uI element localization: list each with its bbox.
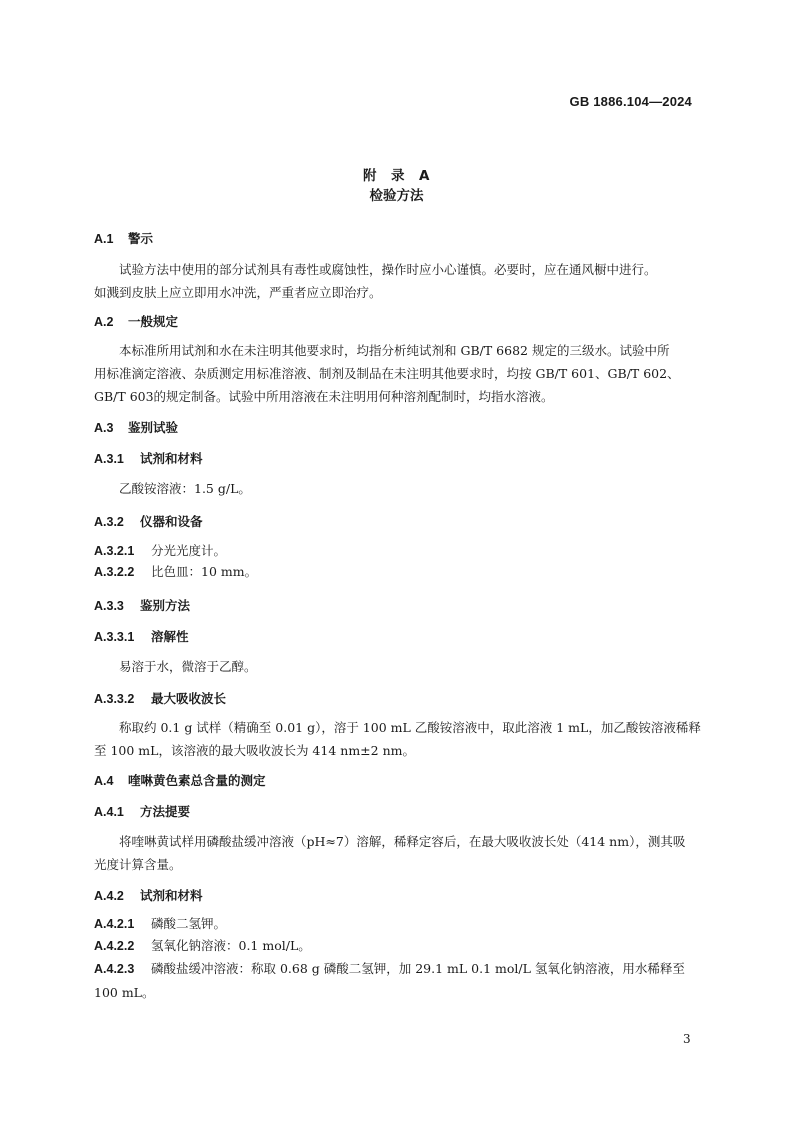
list-item-a422 <box>94 936 311 954</box>
item-number: A.3.2.2 <box>94 565 135 579</box>
section-title: 方法提要 <box>140 804 191 819</box>
section-number: A.4.2 <box>94 889 124 903</box>
section-heading-a331 <box>94 627 189 645</box>
section-number: A.4 <box>94 774 114 788</box>
section-heading-a4 <box>94 771 266 789</box>
item-number: A.4.2.2 <box>94 939 135 953</box>
text-line: 用标准滴定溶液、杂质测定用标准溶液、制剂及制品在未注明其他要求时，均按 GB/T 601、GB/T 602、 <box>94 366 680 381</box>
list-item-a321 <box>94 541 226 559</box>
section-title: 仪器和设备 <box>140 514 203 529</box>
list-item-a421 <box>94 914 226 932</box>
section-title: 喹啉黄色素总含量的测定 <box>128 773 266 788</box>
section-heading-a41 <box>94 802 190 820</box>
section-heading-a3 <box>94 418 178 436</box>
text-line: 试验方法中使用的部分试剂具有毒性或腐蚀性，操作时应小心谨慎。必要时，应在通风橱中进行。 <box>119 262 657 277</box>
section-title: 试剂和材料 <box>140 888 203 903</box>
item-text: 比色皿：10 mm。 <box>151 564 258 579</box>
item-text: 氢氧化钠溶液：0.1 mol/L。 <box>151 938 311 953</box>
paragraph-a31 <box>94 477 710 500</box>
section-number: A.3.1 <box>94 452 124 466</box>
list-item-a322 <box>94 562 257 580</box>
section-number: A.1 <box>94 232 114 246</box>
section-heading-a42 <box>94 886 203 904</box>
section-heading-a33 <box>94 596 190 614</box>
text-line: 至 100 mL，该溶液的最大吸收波长为 414 nm±2 nm。 <box>94 743 415 758</box>
section-title: 警示 <box>128 231 154 246</box>
text-line: 乙酸铵溶液：1.5 g/L。 <box>119 481 251 496</box>
paragraph-a2 <box>94 339 710 408</box>
paragraph-a332 <box>94 716 710 762</box>
section-title: 最大吸收波长 <box>151 691 227 706</box>
text-line: GB/T 603的规定制备。试验中所用溶液在未注明用何种溶剂配制时，均指水溶液。 <box>94 389 554 404</box>
item-text: 磷酸二氢钾。 <box>151 916 227 931</box>
section-heading-a2 <box>94 312 178 330</box>
section-number: A.2 <box>94 315 114 329</box>
section-title: 一般规定 <box>128 314 179 329</box>
text-line: 光度计算含量。 <box>94 857 182 872</box>
section-number: A.4.1 <box>94 805 124 819</box>
section-heading-a1 <box>94 229 153 247</box>
item-number: A.3.2.1 <box>94 544 135 558</box>
item-number: A.4.2.1 <box>94 917 135 931</box>
annex-title: 检验方法 <box>369 188 424 204</box>
list-item-a423 <box>94 957 710 1004</box>
text-line: 称取约 0.1 g 试样（精确至 0.01 g），溶于 100 mL 乙酸铵溶液中，取此溶液 1 mL，加乙酸铵溶液稀释 <box>119 720 701 735</box>
text-line <box>94 957 710 981</box>
standard-code: GB 1886.104—2024 <box>569 94 692 109</box>
page-number: 3 <box>683 1032 691 1046</box>
section-number: A.3.3.2 <box>94 692 135 706</box>
text-line: 本标准所用试剂和水在未注明其他要求时，均指分析纯试剂和 GB/T 6682 规定的三级水。试验中所 <box>119 343 670 358</box>
section-heading-a31 <box>94 449 203 467</box>
section-number: A.3.3 <box>94 599 124 613</box>
text-line: 如溅到皮肤上应立即用水冲洗，严重者应立即治疗。 <box>94 285 382 300</box>
text-line: 将喹啉黄试样用磷酸盐缓冲溶液（pH≈7）溶解，稀释定容后，在最大吸收波长处（414 nm），测其吸 <box>119 834 686 849</box>
section-heading-a332 <box>94 689 226 707</box>
section-title: 鉴别方法 <box>140 598 191 613</box>
section-number: A.3.2 <box>94 515 124 529</box>
item-text: 分光光度计。 <box>151 543 227 558</box>
item-text: 磷酸盐缓冲溶液：称取 0.68 g 磷酸二氢钾，加 29.1 mL 0.1 mol/L 氢氧化钠溶液，用水稀释至 <box>151 961 685 976</box>
section-title: 溶解性 <box>151 629 189 644</box>
section-number: A.3 <box>94 421 114 435</box>
item-number: A.4.2.3 <box>94 962 135 976</box>
paragraph-a41 <box>94 830 710 876</box>
annex-label: 附 录 A <box>363 168 430 184</box>
section-title: 试剂和材料 <box>140 451 203 466</box>
paragraph-a331 <box>94 655 710 678</box>
section-heading-a32 <box>94 512 203 530</box>
text-line: 100 mL。 <box>94 985 155 1000</box>
section-title: 鉴别试验 <box>128 420 179 435</box>
section-number: A.3.3.1 <box>94 630 135 644</box>
text-line: 易溶于水，微溶于乙醇。 <box>119 659 257 674</box>
paragraph-a1 <box>94 258 710 304</box>
